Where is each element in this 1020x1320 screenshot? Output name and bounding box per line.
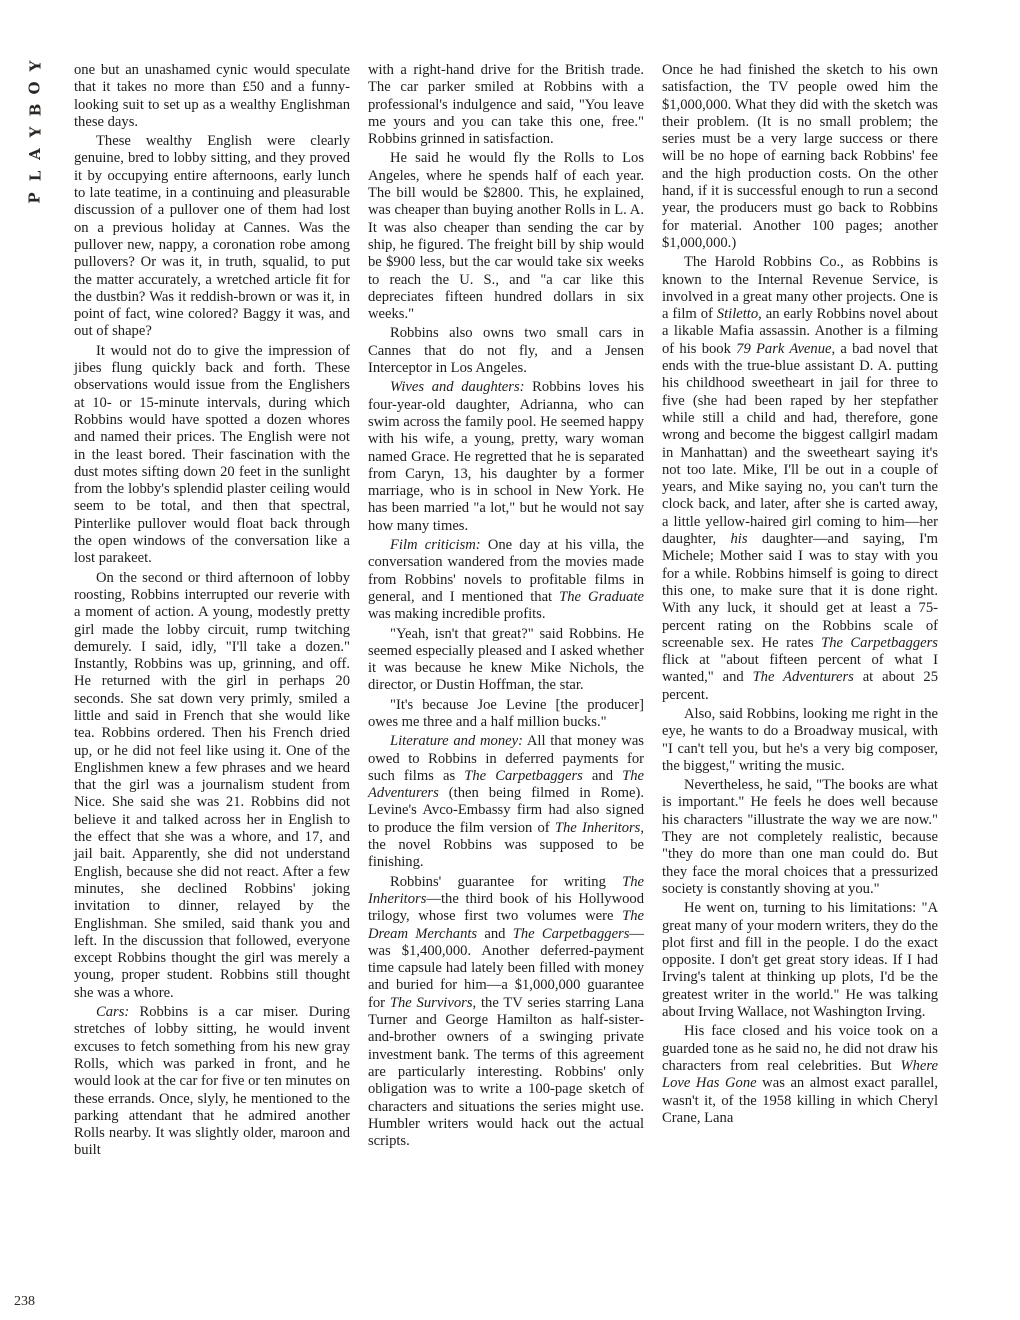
masthead-letter: B bbox=[26, 103, 44, 117]
paragraph bbox=[74, 62, 350, 131]
text-run: It would not do to give the impression of jibes flung quickly back and forth. These observations would issue from the Englishers at 10- or 15-minute intervals, during which Robbins would have spotted a dozen whores and named their prices. The English were not in the least bored. Their fascination with the dust motes sifting down 20 feet in the sunlight from the lobby's splendid plaster ceiling would seem to be total, and then that spectral, Pinterlike pullover would float back through the open windows of the conversation like a lost parakeet. bbox=[74, 342, 350, 567]
italic-text-run: The Inheritors bbox=[368, 873, 644, 907]
text-run: Once he had finished the sketch to his own satisfaction, the TV people owed him the $1,000,000. What they did with the sketch was their problem. (It is no small problem; the series must be a very large success or there will be no hope of earning back Robbins' fee and the high production costs. On the other hand, if it is successful enough to run a second year, the producers must go back to Robbins for material. Another 100 pages; another $1,000,000.) bbox=[662, 62, 938, 251]
italic-text-run: The Dream Merchants bbox=[368, 908, 644, 942]
text-run: one but an unashamed cynic would speculate that it takes no more than £50 and a funny-looking suit to set up as a wealthy Englishman these days. bbox=[74, 62, 350, 130]
text-run: Robbins loves his four-year-old daughter, Adrianna, who can swim across the family pool. He seemed happy with his wife, a young, pretty, wary woman named Grace. He regretted that he is separated from Caryn, 13, his daughter by a former marriage, who is in school in New York. He has been married "a lot," but he would not say how many times. bbox=[368, 379, 644, 534]
paragraph bbox=[368, 733, 644, 871]
text-run: , the novel Robbins was supposed to be finishing. bbox=[368, 819, 645, 871]
paragraph bbox=[368, 697, 644, 732]
text-run: "Yeah, isn't that great?" said Robbins. He seemed especially pleased and I asked whether it was because he knew Mike Nichols, the director, or Dustin Hoffman, the star. bbox=[368, 625, 644, 694]
text-run: His face closed and his voice took on a guarded tone as he said no, he did not draw his characters from real celebrities. But bbox=[662, 1023, 938, 1074]
italic-text-run: Wives and daughters: bbox=[390, 379, 525, 396]
italic-text-run: The Carpetbaggers bbox=[821, 634, 938, 651]
text-run: , an early Robbins novel about a likable Mafia assassin. Another is a filming of his book bbox=[662, 306, 938, 357]
text-run: Robbins also owns two small cars in Cannes that do not fly, and a Jensen Interceptor in Los Angeles. bbox=[368, 325, 644, 377]
paragraph bbox=[662, 777, 938, 898]
text-column-2 bbox=[368, 62, 644, 1150]
italic-text-run: The Survivors bbox=[389, 994, 473, 1011]
text-run: and bbox=[582, 767, 623, 784]
text-run: The Harold Robbins Co., as Robbins is known to the Internal Revenue Service, is involved in a great many other projects. One is a film of bbox=[662, 254, 938, 323]
text-run: Robbins' guarantee for writing bbox=[390, 873, 623, 890]
text-run: (then being filmed in Rome). Levine's Avco-Embassy firm had also signed to produce the film version of bbox=[368, 785, 644, 836]
text-run: at about 25 percent. bbox=[662, 669, 938, 703]
italic-text-run: his bbox=[730, 531, 748, 548]
text-run: and bbox=[477, 925, 513, 942]
paragraph bbox=[368, 537, 644, 623]
italic-text-run: The Carpetbaggers bbox=[464, 767, 583, 784]
page-number: 238 bbox=[14, 1294, 35, 1309]
masthead-letter: P bbox=[26, 192, 44, 204]
paragraph bbox=[662, 62, 938, 252]
paragraph bbox=[368, 379, 644, 535]
italic-text-run: 79 Park Avenue bbox=[736, 340, 832, 357]
paragraph bbox=[368, 874, 644, 1151]
masthead-letter: Y bbox=[26, 60, 44, 72]
paragraph bbox=[368, 325, 644, 377]
text-run: "It's because Joe Levine [the producer] owes me three and a half million bucks." bbox=[368, 696, 644, 730]
italic-text-run: Film criticism: bbox=[390, 537, 481, 554]
text-run: daughter—and saying, I'm Michele; Mother said I was to stay with you for a while. Robbins himself is going to direct this one, to make sure that it is done right. With any luck, it should get at least a 75-percent rating on the Robbins scale of screenable sex. He rates bbox=[662, 531, 938, 651]
text-run: All that money was owed to Robbins in deferred payments for such films as bbox=[368, 733, 644, 784]
text-run: —was $1,400,000. Another deferred-payment time capsule had lately been filled with money and buried for him—a $1,000,000 guarantee for bbox=[368, 925, 644, 1011]
text-run: On the second or third afternoon of lobby roosting, Robbins interrupted our reverie with a moment of action. A young, modestly pretty girl made the lobby circuit, rump twitching demurely. I said, idly, "I'll take a dozen." Instantly, Robbins was up, grinning, and off. He returned with the girl in perhaps 20 seconds. She sat down very primly, smiled a little and said in French that she would like tea. Robbins ordered. Then his French dried up, or he did not feel like using it. One of the Englishmen knew a few phrases and we heard that the girl was a journalism student from Nice. She said she was 21. Robbins did not believe it and talked across her in English to the effect that she was a whore, and 17, and jail bait. Apparently, she did not understand English, because she did not react. After a few minutes, she declined Robbins' joking invitation to dinner, relayed by the Englishman. She smiled, said thank you and left. In the discussion that followed, everyone except Robbins thought the girl was merely a young, proper student. Robbins still thought she was a whore. bbox=[74, 569, 350, 1001]
paragraph bbox=[368, 62, 644, 148]
italic-text-run: The Inheritors bbox=[554, 819, 641, 836]
masthead-playboy bbox=[22, 58, 48, 206]
text-run: —the third book of his Hollywood trilogy, whose first two volumes were bbox=[368, 890, 644, 925]
text-run: Nevertheless, he said, "The books are what is important." He feels he does well because his characters "illustrate the way we are now." They are not completely realistic, because "they do more than one man could do. But they face the moral choices that a pressurized society is constantly shoving at you." bbox=[662, 777, 938, 897]
text-run: , the TV series starring Lana Turner and George Hamilton as half-sister-and-brother owners of a swinging private investment bank. The terms of this agreement are particularly interesting. Robbins' only obligation was to write a 100-page sketch of characters and situations the series might use. Humbler writers would hack out the actual scripts. bbox=[368, 994, 644, 1150]
text-run: with a right-hand drive for the British trade. The car parker smiled at Robbins with a professional's indulgence and said, "You leave me yours and you can take this one, free." Robbins grinned in satisfaction. bbox=[368, 62, 644, 148]
text-run: He went on, turning to his limitations: "A great many of your modern writers, they do the plot first and fill in the people. I do the exact opposite. I don't get great story ideas. If I had Irving's talent at thinking up plots, I'd be the greatest writer in the world." He was talking about Irving Wallace, not Washington Irving. bbox=[662, 900, 938, 1021]
italic-text-run: The Carpetbaggers bbox=[512, 925, 630, 942]
text-run: was an almost exact parallel, wasn't it, of the 1958 killing in which Cheryl Crane, Lana bbox=[662, 1075, 939, 1126]
text-column-3 bbox=[662, 62, 938, 1127]
text-column-1 bbox=[74, 62, 350, 1160]
text-run: One day at his villa, the conversation wandered from the movies made from Robbins' novels to profitable films in general, and I mentioned that bbox=[368, 537, 644, 605]
italic-text-run: The Adventurers bbox=[752, 669, 854, 686]
paragraph bbox=[662, 706, 938, 775]
paragraph bbox=[662, 1023, 938, 1127]
text-run: Robbins is a car miser. During stretches of lobby sitting, he would invent excuses to fetch something from his new gray Rolls, which was parked in front, and he would look at the car for five or ten minutes on these errands. Once, slyly, he mentioned to the parking attendant that he admired another Rolls nearby. It was slightly older, maroon and built bbox=[74, 1004, 350, 1159]
text-run: flick at "about fifteen percent of what I wanted," and bbox=[662, 652, 938, 686]
masthead-letter: Y bbox=[26, 126, 44, 138]
masthead-letter: L bbox=[25, 170, 44, 182]
paragraph bbox=[74, 133, 350, 341]
italic-text-run: Stiletto bbox=[716, 306, 759, 323]
text-run: These wealthy English were clearly genuine, bred to lobby sitting, and they proved it by occupying entire afternoons, early lunch to late teatime, in a continuing and pleasurable discussion of a pullover one of them had lost on a previous holiday at Cannes. Was the pullover new, nappy, a coronation robe among pullovers? Or was it, in truth, squalid, to put the matter accurately, a wretched article fit for the dustbin? Was it reddish-brown or was it, in point of fact, wine colored? Baggy it was, and out of shape? bbox=[74, 133, 350, 340]
text-run: He said he would fly the Rolls to Los Angeles, where he spends half of each year. The bill would be $2800. This, he explained, was cheaper than buying another Rolls in L. A. It was also cheaper than sending the car by ship, he figured. The freight bill by ship would be $900 less, but the car would take six weeks to reach the U. S., and "a car like this depreciates fifteen hundred dollars in six weeks." bbox=[368, 150, 644, 323]
text-run: Also, said Robbins, looking me right in the eye, he wants to do a Broadway musical, with "I can't tell you, but he's a very big composer, the biggest," writing the music. bbox=[662, 705, 938, 774]
masthead-letter: O bbox=[25, 81, 44, 95]
italic-text-run: Cars: bbox=[96, 1004, 130, 1021]
text-run: was making incredible profits. bbox=[368, 606, 546, 623]
paragraph bbox=[368, 150, 644, 323]
paragraph bbox=[662, 254, 938, 704]
paragraph bbox=[74, 343, 350, 568]
paragraph bbox=[74, 570, 350, 1002]
masthead-letter: A bbox=[25, 148, 44, 160]
italic-text-run: The Graduate bbox=[559, 588, 644, 605]
paragraph bbox=[368, 626, 644, 695]
italic-text-run: Literature and money: bbox=[390, 733, 523, 750]
paragraph bbox=[662, 900, 938, 1021]
italic-text-run: Where Love Has Gone bbox=[662, 1057, 938, 1092]
italic-text-run: The Adventurers bbox=[368, 767, 644, 802]
paragraph bbox=[74, 1004, 350, 1160]
text-run: , a bad novel that ends with the true-blue assistant D. A. putting his childhood sweetheart in jail for three to five (she had been raped by her stepfather while still a child and had, therefore, gone wrong and become the biggest callgirl madam in Manhattan) and the sweetheart saying it's not too late. Mike, I'll be out in a couple of years, and Mike saying no, you can't turn the clock back, and later, after she is carted away, a little yellow-haired girl coming to him—her daughter, bbox=[662, 340, 938, 548]
